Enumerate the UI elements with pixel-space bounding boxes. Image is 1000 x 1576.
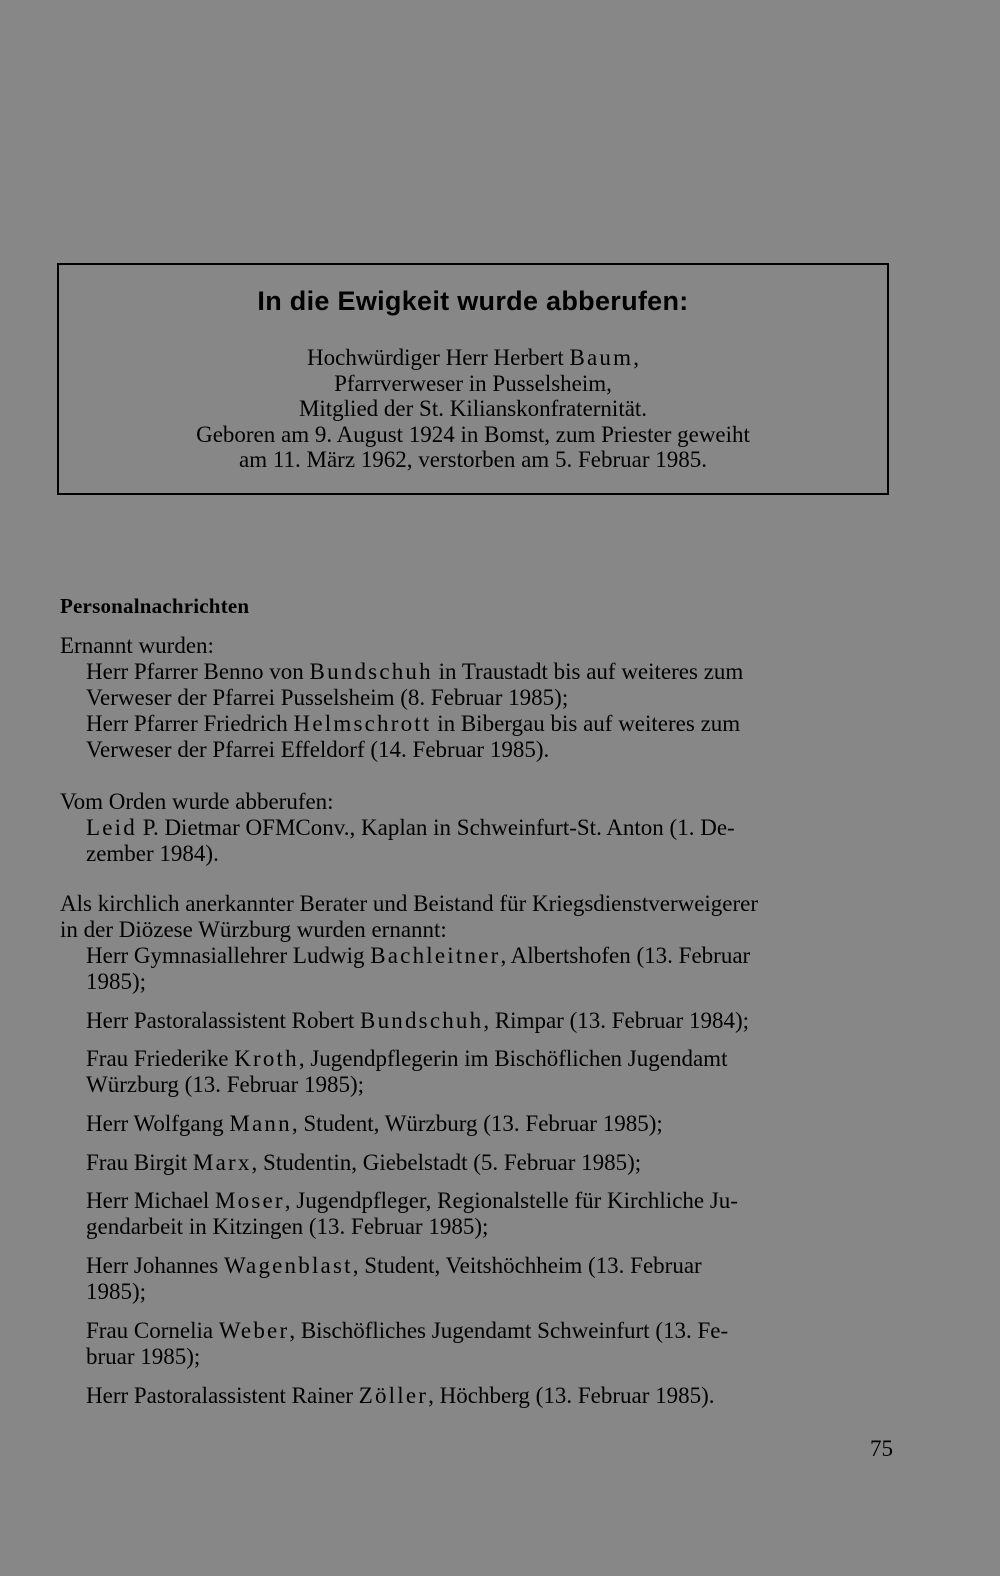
- text-span: Herr Pfarrer Friedrich: [86, 711, 294, 736]
- person-name: Helmschrott: [293, 711, 432, 736]
- text-span: Herr Pastoralassistent Robert: [86, 1008, 361, 1033]
- text-span: Herr Pastoralassistent Rainer: [86, 1383, 359, 1408]
- text-span: , Jugendpfleger, Regionalstelle für Kirchliche Ju-: [284, 1188, 738, 1213]
- adviser-line: [86, 943, 750, 969]
- adviser-line: [86, 1383, 715, 1409]
- text-span: , Jugendpflegerin im Bischöflichen Jugendamt: [298, 1046, 728, 1071]
- text-span: Herr Michael: [86, 1188, 215, 1213]
- obituary-name: Baum: [569, 345, 634, 370]
- text-span: , Studentin, Giebelstadt (5. Februar 1985);: [251, 1150, 642, 1175]
- person-name: Leid: [86, 815, 137, 840]
- obituary-text-span: ,: [633, 345, 639, 370]
- obituary-box: [57, 263, 889, 495]
- appointment-line: [86, 711, 740, 737]
- text-span: Herr Pfarrer Benno von: [86, 659, 310, 684]
- obituary-line: Mitglied der St. Kilianskonfraternität.: [298, 396, 648, 421]
- person-name: Kroth: [234, 1046, 299, 1071]
- text-span: in Bibergau bis auf weiteres zum: [431, 711, 741, 736]
- person-name: Bundschuh: [309, 659, 433, 684]
- recalled-heading: Vom Orden wurde abberufen:: [60, 789, 334, 814]
- text-span: P. Dietmar OFMConv., Kaplan in Schweinfurt-St. Anton (1. De-: [136, 815, 735, 840]
- person-name: Weber: [218, 1318, 290, 1343]
- obituary-line: [59, 345, 887, 371]
- appointment-line: Verweser der Pfarrei Pusselsheim (8. Februar 1985);: [86, 685, 569, 710]
- adviser-line: [86, 1150, 641, 1176]
- text-span: Frau Friederike: [86, 1046, 235, 1071]
- advisers-heading: Als kirchlich anerkannter Berater und Beistand für Kriegsdienstverweigerer: [60, 891, 759, 916]
- person-name: Wagenblast: [223, 1253, 353, 1278]
- recalled-line: [86, 815, 735, 841]
- obituary-title: In die Ewigkeit wurde abberufen:: [257, 286, 689, 316]
- text-span: Frau Birgit: [86, 1150, 193, 1175]
- text-span: , Höchberg (13. Februar 1985).: [428, 1383, 715, 1408]
- obituary-text: [59, 345, 887, 473]
- obituary-line: Geboren am 9. August 1924 in Bomst, zum Priester geweiht: [196, 421, 750, 447]
- adviser-line: bruar 1985);: [86, 1344, 201, 1369]
- person-name: Bachleitner: [370, 943, 501, 968]
- adviser-line: [86, 1008, 749, 1034]
- adviser-line: [86, 1046, 727, 1072]
- adviser-line: [86, 1253, 702, 1279]
- obituary-line: am 11. März 1962, verstorben am 5. Februar 1985.: [239, 447, 707, 472]
- person-name: Zöller: [358, 1383, 429, 1408]
- section-title: Personalnachrichten: [60, 594, 250, 618]
- person-name: Bundschuh: [360, 1008, 484, 1033]
- person-name: Marx: [192, 1150, 252, 1175]
- text-span: , Bischöfliches Jugendamt Schweinfurt (13. Fe-: [289, 1318, 729, 1343]
- obituary-line: Pfarrverweser in Pusselsheim,: [334, 370, 612, 396]
- person-name: Moser: [215, 1188, 285, 1213]
- text-span: , Rimpar (13. Februar 1984);: [483, 1008, 750, 1033]
- recalled-line: zember 1984).: [86, 841, 219, 866]
- appointed-heading: Ernannt wurden:: [60, 633, 214, 658]
- text-span: in Traustadt bis auf weiteres zum: [432, 659, 744, 684]
- page-number: 75: [870, 1436, 893, 1461]
- adviser-line: Würzburg (13. Februar 1985);: [86, 1072, 365, 1097]
- text-span: Frau Cornelia: [86, 1318, 219, 1343]
- adviser-line: [86, 1111, 663, 1137]
- text-span: Herr Wolfgang: [86, 1111, 230, 1136]
- adviser-line: gendarbeit in Kitzingen (13. Februar 1985);: [86, 1214, 489, 1239]
- adviser-line: [86, 1318, 728, 1344]
- adviser-line: [86, 1188, 738, 1214]
- obituary-text-span: Hochwürdiger Herr Herbert: [307, 345, 570, 370]
- text-span: Herr Gymnasiallehrer Ludwig: [86, 943, 371, 968]
- adviser-line: 1985);: [86, 969, 147, 994]
- appointment-line: Verweser der Pfarrei Effeldorf (14. Februar 1985).: [86, 737, 550, 762]
- text-span: Herr Johannes: [86, 1253, 224, 1278]
- advisers-heading: in der Diözese Würzburg wurden ernannt:: [60, 917, 447, 942]
- text-span: , Student, Veitshöchheim (13. Februar: [352, 1253, 702, 1278]
- adviser-line: 1985);: [86, 1279, 147, 1304]
- person-name: Mann: [229, 1111, 292, 1136]
- text-span: , Student, Würzburg (13. Februar 1985);: [291, 1111, 663, 1136]
- appointment-line: [86, 659, 743, 685]
- text-span: , Albertshofen (13. Februar: [500, 943, 751, 968]
